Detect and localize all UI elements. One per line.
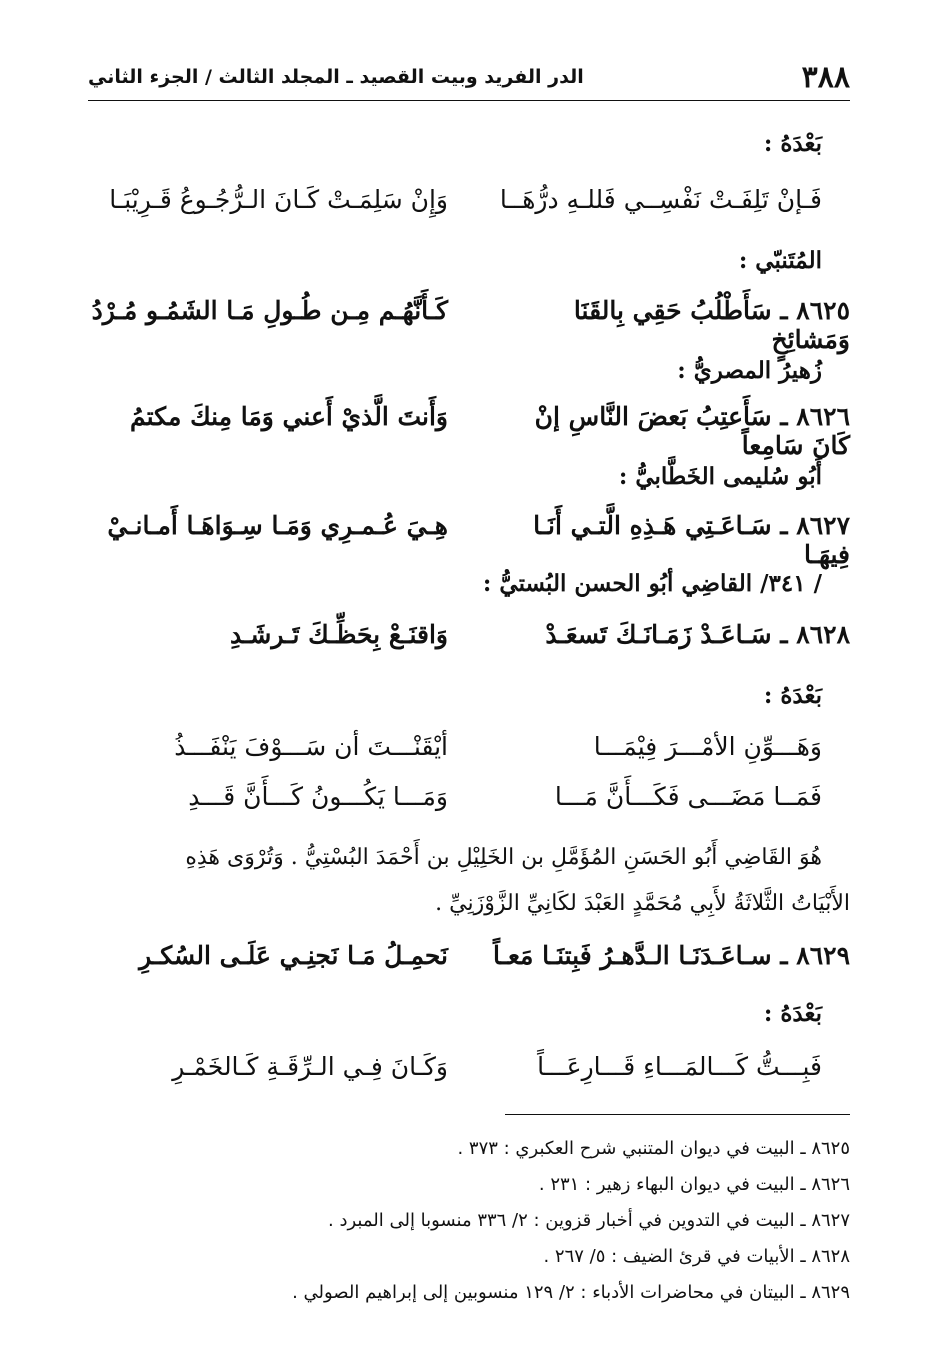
hemistich-first: ٨٦٢٩ ـ سـاعَـدَنَـا الـدَّهـرُ فَبِتنَـا مَعـاً: [493, 941, 850, 970]
verse-8626: [88, 402, 850, 460]
hemistich-first: فَمَــا مَضَـــى فَكَـــأَنَّ مَـــا: [554, 782, 822, 811]
verse-after-2a: [88, 732, 850, 761]
commentary-line-2: الأَبْيَاتُ الثَّلاثَةُ لأَبِي مُحَمَّدٍ العَبْدَ لكَانِيِّ الزَّوْزَنِيِّ .: [435, 891, 850, 916]
hemistich-second: وَكَـانَ فِـي الـرِّقَـةِ كَـالخَمْـرِ: [172, 1052, 448, 1081]
hemistich-first: وَهَـــوِّنِ الأمْـــرَ فِيْمَـــا: [593, 732, 822, 761]
footnote: ٨٦٢٨ ـ الأبيات في قرئ الضيف : ٥/ ٢٦٧ .: [543, 1246, 850, 1267]
verse-8629: [88, 941, 850, 970]
hemistich-first: فَـإنْ تَلِفَـتْ نَفْسِــي فَللـهِ درُّهَــا: [499, 185, 822, 214]
hemistich-second: وَاقنَـعْ بِحَظِّـكَ تَـرشَـدِ: [229, 620, 448, 649]
hemistich-first: ٨٦٢٥ ـ سَأَطْلُبُ حَقِي بِالقَنَا وَمَشائِخٍ: [573, 296, 850, 354]
verse-after-3: [88, 1052, 850, 1081]
poet-label-8627: أَبُو سُليمى الخَطَّابيُّ :: [618, 463, 822, 490]
poet-label-8626: زُهيرُ المصريُّ :: [677, 357, 822, 384]
hemistich-first: فَبِـــتُّ كَـــالمَـــاءِ قَـــارِعَـــاً: [537, 1052, 822, 1081]
footnote: ٨٦٢٩ ـ البيتان في محاضرات الأدباء : ٢/ ١٢٩ منسوبين إلى إبراهيم الصولي .: [292, 1282, 850, 1303]
page-number: ٣٨٨: [801, 59, 850, 95]
hemistich-second: نَحمِـلُ مَـا نَجنِـي عَلَـى السُكـرِ: [139, 941, 448, 970]
poet-label-8628: / ٣٤١/ القاضِي أبُو الحسن البُستيُّ :: [482, 570, 822, 597]
header-rule: [88, 100, 850, 101]
verse-after-1: [88, 185, 850, 214]
page-header: [88, 58, 850, 96]
label-after: بَعْدَهُ :: [763, 130, 822, 157]
label-after-2: بَعْدَهُ :: [763, 682, 822, 709]
hemistich-second: هِـيَ عُـمـرِي وَمَـا سِـوَاهَـا أَمـانـيْ: [107, 511, 448, 540]
running-title: الدر الفريد وبيت القصيد ـ المجلد الثالث / الجزء الثاني: [88, 66, 584, 88]
label-after-3: بَعْدَهُ :: [763, 1000, 822, 1027]
verse-after-2b: [88, 782, 850, 811]
commentary-line-1: هُوَ القَاضِي أَبُو الحَسَنِ المُؤَمَّلِ بن الخَلِيْلِ بن أَحْمَدَ البُسْتِيُّ . وَتُرْوَى هَذِهِ: [185, 845, 822, 870]
verse-8628: [88, 620, 850, 649]
footnote: ٨٦٢٥ ـ البيت في ديوان المتنبي شرح العكبري : ٣٧٣ .: [457, 1138, 850, 1159]
hemistich-first: ٨٦٢٦ ـ سَأَعتِبُ بَعضَ النَّاسِ إنْ كَانَ سَامِعاً: [534, 402, 850, 460]
hemistich-second: أيْقَنْـــتَ أن سَـــوْفَ يَنْفَـــذُ: [174, 732, 448, 761]
hemistich-first: ٨٦٢٧ ـ سَـاعَـتِي هَـذِهِ الَّتـي أَنَـا فِيهَـا: [533, 511, 850, 569]
footnote-rule: [505, 1114, 850, 1115]
footnote: ٨٦٢٦ ـ البيت في ديوان البهاء زهير : ٢٣١ .: [538, 1174, 850, 1195]
hemistich-second: وَإِنْ سَلِمَـتْ كَـانَ الـرُّجُـوعُ قَـرِيْبَـا: [109, 185, 448, 214]
hemistich-second: وَمَـــا يَكُـــونُ كَـــأَنَّ قَـــدِ: [188, 782, 448, 811]
hemistich-second: كَـأَنَّهُـم مِـن طُـولِ مَـا الشَمُـو مُـرْدُ: [91, 296, 448, 325]
footnote: ٨٦٢٧ ـ البيت في التدوين في أخبار قزوين : ٢/ ٣٣٦ منسوبا إلى المبرد .: [328, 1210, 850, 1231]
verse-8625: [88, 296, 850, 354]
verse-8627: [88, 511, 850, 569]
poet-label-8625: المُتَنبّي :: [738, 247, 822, 274]
hemistich-first: ٨٦٢٨ ـ سَـاعَـدْ زَمَـانَـكَ تَسعَـدْ: [545, 620, 850, 649]
hemistich-second: وَأَنتَ الَّذيْ أَعني وَمَا مِنكَ مكتمُ: [129, 402, 448, 431]
